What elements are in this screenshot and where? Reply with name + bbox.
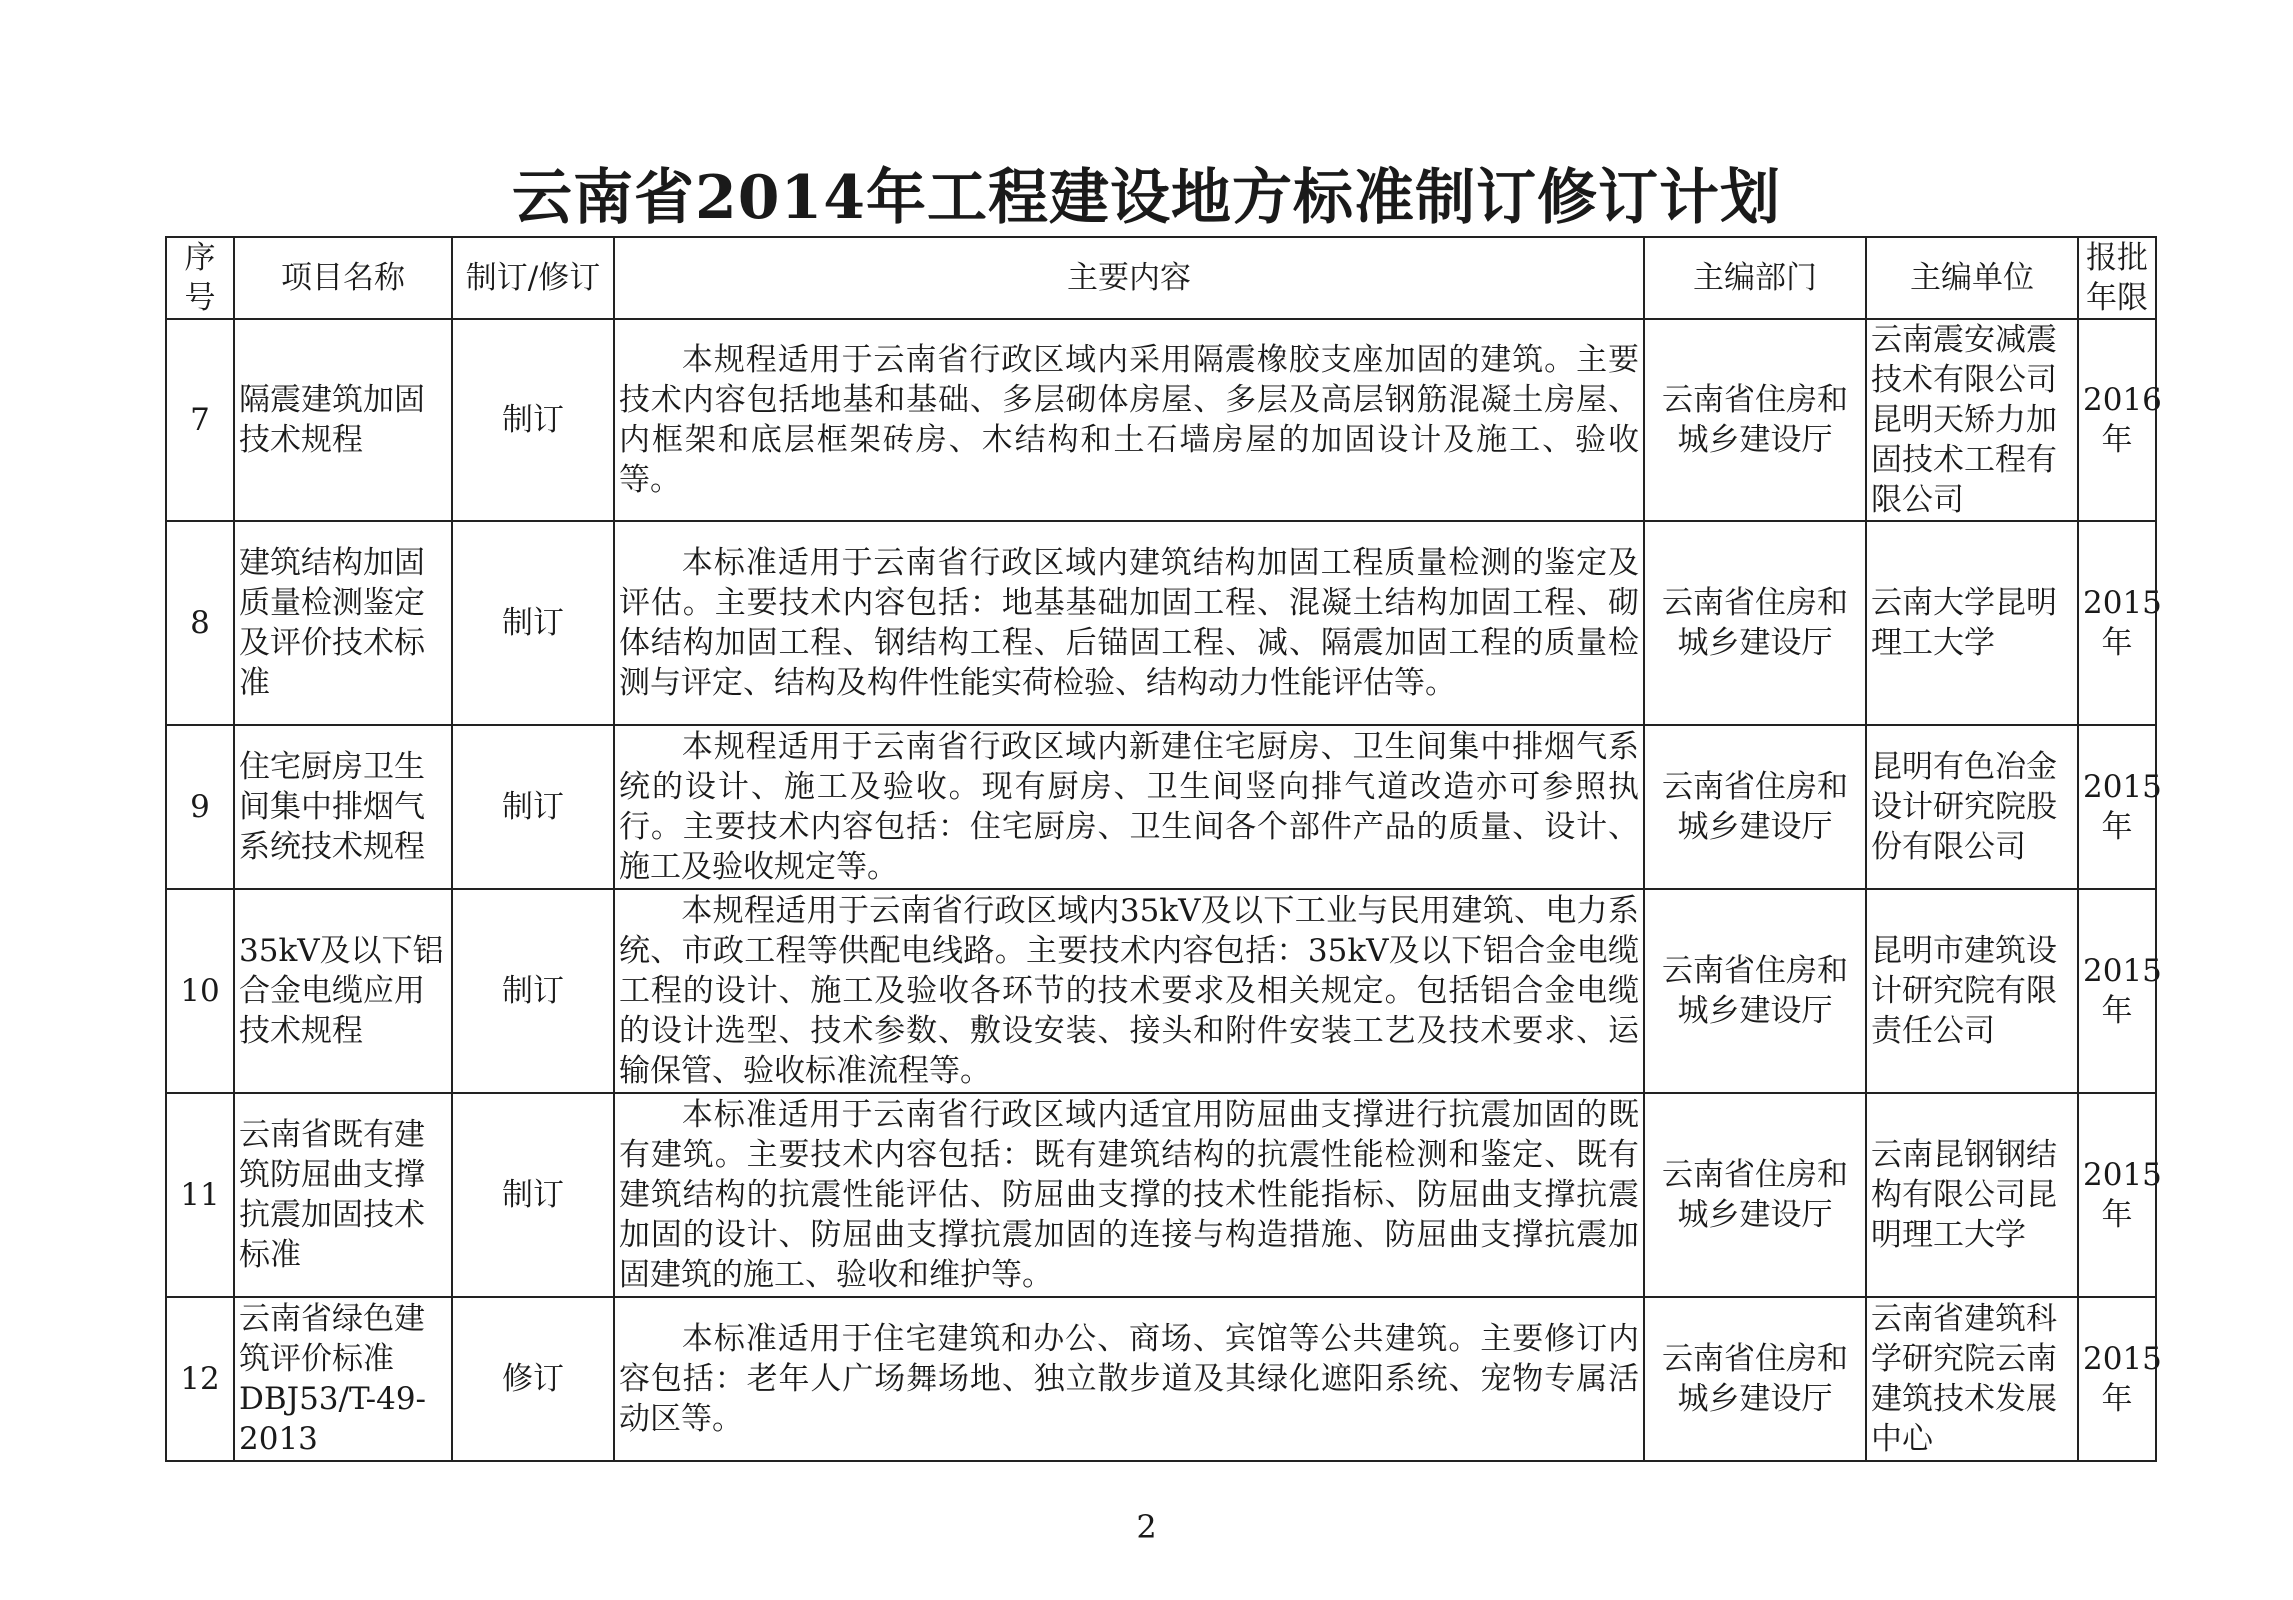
main-content-text: 本标准适用于云南省行政区域内适宜用防屈曲支撑进行抗震加固的既有建筑。主要技术内容包括：既有建筑结构的抗震性能检测和鉴定、既有建筑结构的抗震性能评估、防屈曲支撑的技术性能指标、防屈曲支撑抗震加固的设计、防屈曲支撑抗震加固的连接与构造措施、防屈曲支撑抗震加固建筑的施工、验收和维护等。 bbox=[619, 1097, 1639, 1293]
editing-unit: 云南大学昆明理工大学 bbox=[1866, 521, 2078, 725]
revision-type: 制订 bbox=[452, 319, 614, 521]
editing-department: 云南省住房和城乡建设厅 bbox=[1644, 889, 1866, 1093]
editing-department: 云南省住房和城乡建设厅 bbox=[1644, 725, 1866, 889]
editing-unit: 云南省建筑科学研究院云南建筑技术发展中心 bbox=[1866, 1297, 2078, 1461]
main-content bbox=[614, 1093, 1644, 1297]
main-content bbox=[614, 725, 1644, 889]
table-row bbox=[166, 889, 2156, 1093]
main-content-text: 本规程适用于云南省行政区域内采用隔震橡胶支座加固的建筑。主要技术内容包括地基和基础、多层砌体房屋、多层及高层钢筋混凝土房屋、内框架和底层框架砖房、木结构和土石墙房屋的加固设计及施工、验收等。 bbox=[619, 342, 1639, 498]
header-unit: 主编单位 bbox=[1866, 237, 2078, 319]
header-type: 制订/修订 bbox=[452, 237, 614, 319]
approval-year: 2015年 bbox=[2078, 1093, 2156, 1297]
revision-type: 制订 bbox=[452, 521, 614, 725]
editing-unit: 云南昆钢钢结构有限公司昆明理工大学 bbox=[1866, 1093, 2078, 1297]
table-header-row bbox=[166, 237, 2156, 319]
document-title: 云南省2014年工程建设地方标准制订修订计划 bbox=[512, 163, 1781, 233]
project-name: 云南省绿色建筑评价标准DBJ53/T-49-2013 bbox=[234, 1297, 452, 1461]
approval-year: 2015年 bbox=[2078, 889, 2156, 1093]
revision-type: 制订 bbox=[452, 725, 614, 889]
main-content-text: 本标准适用于云南省行政区域内建筑结构加固工程质量检测的鉴定及评估。主要技术内容包括：地基基础加固工程、混凝土结构加固工程、砌体结构加固工程、钢结构工程、后锚固工程、减、隔震加固工程的质量检测与评定、结构及构件性能实荷检验、结构动力性能评估等。 bbox=[619, 545, 1639, 701]
editing-department: 云南省住房和城乡建设厅 bbox=[1644, 521, 1866, 725]
table-row bbox=[166, 521, 2156, 725]
main-content bbox=[614, 319, 1644, 521]
row-number: 11 bbox=[166, 1093, 234, 1297]
header-no: 序号 bbox=[166, 237, 234, 319]
project-name: 隔震建筑加固技术规程 bbox=[234, 319, 452, 521]
revision-type: 修订 bbox=[452, 1297, 614, 1461]
row-number: 12 bbox=[166, 1297, 234, 1461]
approval-year: 2016年 bbox=[2078, 319, 2156, 521]
header-content: 主要内容 bbox=[614, 237, 1644, 319]
approval-year: 2015年 bbox=[2078, 725, 2156, 889]
row-number: 9 bbox=[166, 725, 234, 889]
approval-year: 2015年 bbox=[2078, 521, 2156, 725]
table-row bbox=[166, 1297, 2156, 1461]
header-year: 报批年限 bbox=[2078, 237, 2156, 319]
main-content bbox=[614, 1297, 1644, 1461]
editing-department: 云南省住房和城乡建设厅 bbox=[1644, 319, 1866, 521]
table-row bbox=[166, 319, 2156, 521]
editing-unit: 昆明市建筑设计研究院有限责任公司 bbox=[1866, 889, 2078, 1093]
project-name: 35kV及以下铝合金电缆应用技术规程 bbox=[234, 889, 452, 1093]
standards-plan-table bbox=[165, 236, 2162, 1462]
header-name: 项目名称 bbox=[234, 237, 452, 319]
main-content bbox=[614, 521, 1644, 725]
header-dept: 主编部门 bbox=[1644, 237, 1866, 319]
editing-unit: 云南震安减震技术有限公司昆明天矫力加固技术工程有限公司 bbox=[1866, 319, 2078, 521]
approval-year: 2015年 bbox=[2078, 1297, 2156, 1461]
project-name: 云南省既有建筑防屈曲支撑抗震加固技术标准 bbox=[234, 1093, 452, 1297]
project-name: 住宅厨房卫生间集中排烟气系统技术规程 bbox=[234, 725, 452, 889]
main-content-text: 本规程适用于云南省行政区域内35kV及以下工业与民用建筑、电力系统、市政工程等供配电线路。主要技术内容包括：35kV及以下铝合金电缆工程的设计、施工及验收各环节的技术要求及相关规定。包括铝合金电缆的设计选型、技术参数、敷设安装、接头和附件安装工艺及技术要求、运输保管、验收标准流程等。 bbox=[619, 893, 1639, 1089]
main-content bbox=[614, 889, 1644, 1093]
main-content-text: 本规程适用于云南省行政区域内新建住宅厨房、卫生间集中排烟气系统的设计、施工及验收。现有厨房、卫生间竖向排气道改造亦可参照执行。主要技术内容包括：住宅厨房、卫生间各个部件产品的质量、设计、施工及验收规定等。 bbox=[619, 729, 1639, 885]
revision-type: 制订 bbox=[452, 1093, 614, 1297]
editing-department: 云南省住房和城乡建设厅 bbox=[1644, 1297, 1866, 1461]
editing-department: 云南省住房和城乡建设厅 bbox=[1644, 1093, 1866, 1297]
revision-type: 制订 bbox=[452, 889, 614, 1093]
page-number: 2 bbox=[1136, 1508, 1157, 1546]
row-number: 8 bbox=[166, 521, 234, 725]
editing-unit: 昆明有色冶金设计研究院股份有限公司 bbox=[1866, 725, 2078, 889]
row-number: 10 bbox=[166, 889, 234, 1093]
table-row bbox=[166, 1093, 2156, 1297]
project-name: 建筑结构加固质量检测鉴定及评价技术标准 bbox=[234, 521, 452, 725]
row-number: 7 bbox=[166, 319, 234, 521]
table-row bbox=[166, 725, 2156, 889]
main-content-text: 本标准适用于住宅建筑和办公、商场、宾馆等公共建筑。主要修订内容包括：老年人广场舞场地、独立散步道及其绿化遮阳系统、宠物专属活动区等。 bbox=[619, 1321, 1639, 1437]
